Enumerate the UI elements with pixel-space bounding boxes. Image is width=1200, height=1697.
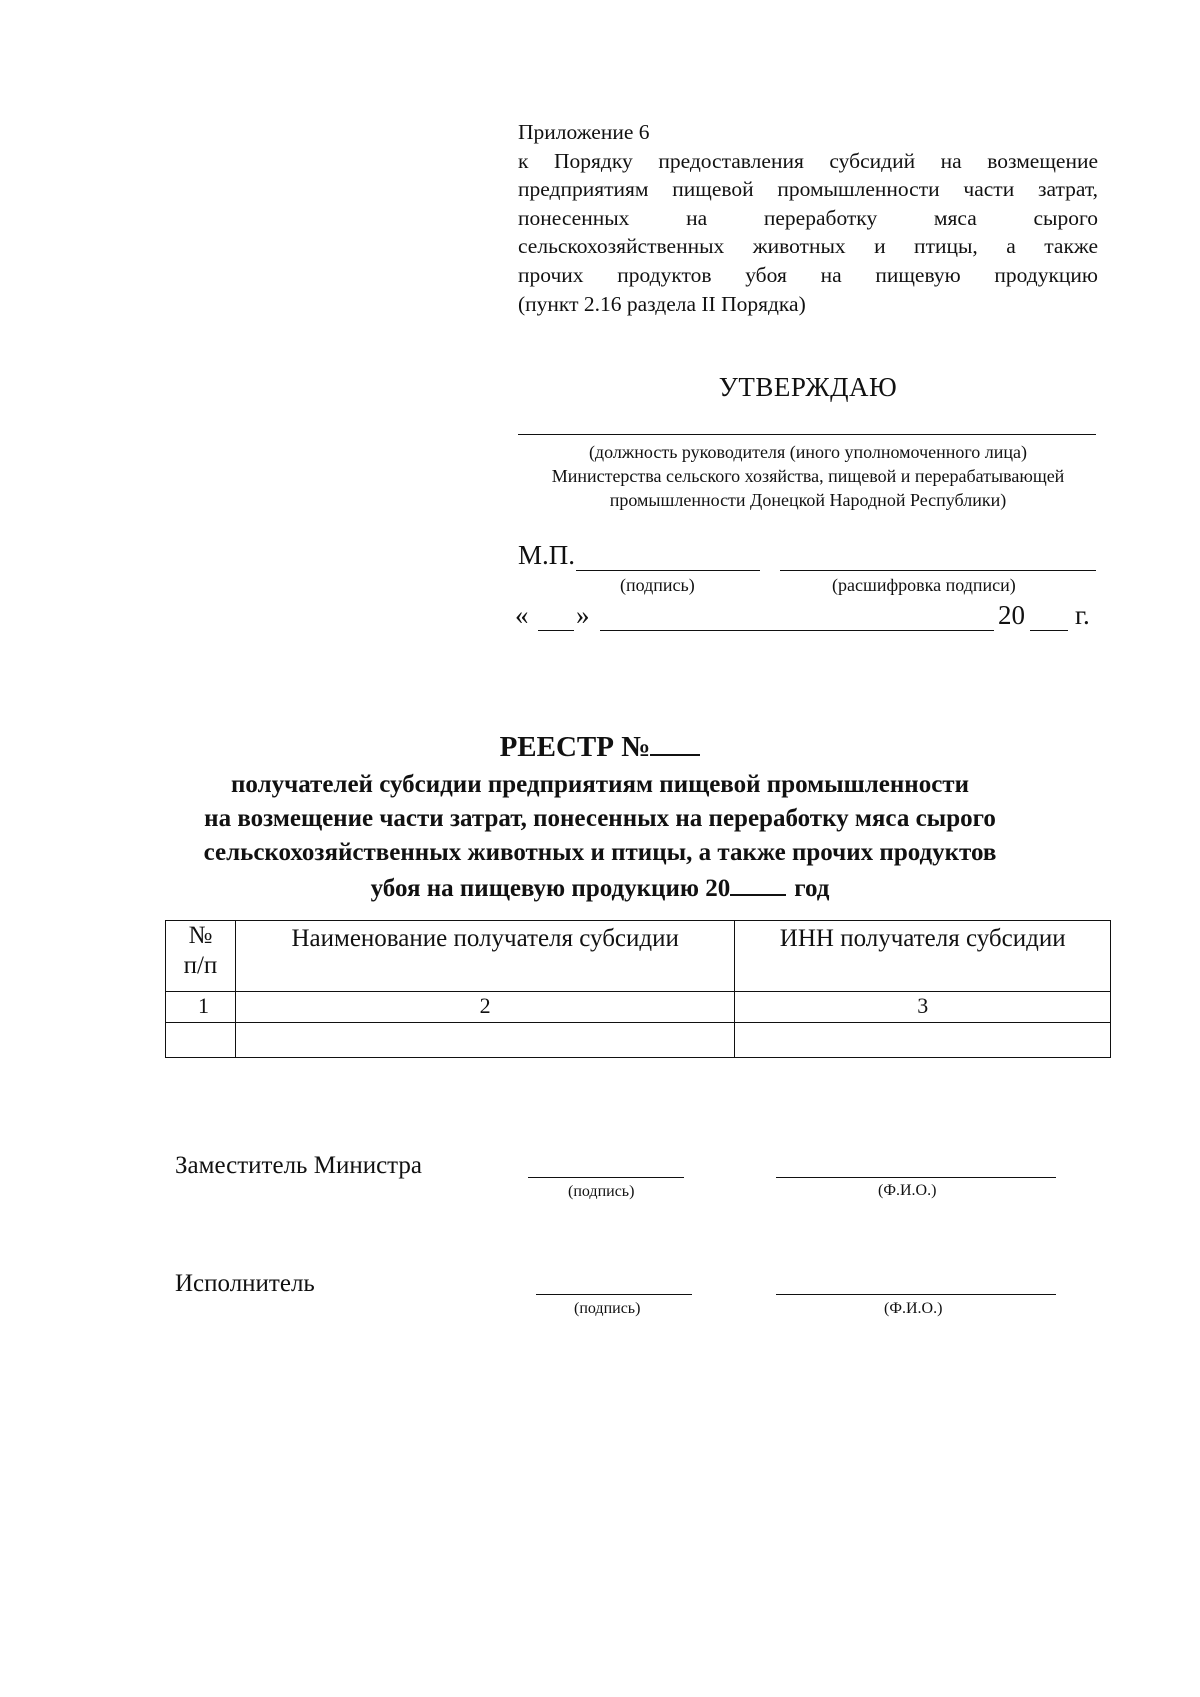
stamp-label: М.П.: [518, 540, 576, 570]
col-number: 2: [235, 992, 734, 1023]
registry-title: РЕЕСТР №: [499, 731, 651, 763]
table-cell[interactable]: [166, 1023, 236, 1058]
appendix-line: прочих продуктов убоя на пищевую продукцию: [518, 262, 1098, 287]
registry-table: [165, 920, 1111, 1058]
header-inn: ИНН получателя субсидии: [735, 921, 1111, 992]
table-header-row: [166, 921, 1111, 992]
date-line: [515, 600, 529, 631]
executor-signature-line: [536, 1294, 692, 1295]
registry-year-suffix: год: [794, 875, 830, 902]
registry-number-line: [650, 728, 700, 756]
position-caption-line: Министерства сельского хозяйства, пищевой и перерабатывающей: [551, 466, 1065, 486]
registry-subtitle-line: сельскохозяйственных животных и птицы, а также прочих продуктов: [203, 839, 997, 866]
month-line: [600, 630, 994, 631]
signature-line: [576, 570, 760, 571]
year-suffix: г.: [1075, 600, 1090, 630]
header-name: Наименование получателя субсидии: [235, 921, 734, 992]
header-number-line2: п/п: [183, 952, 218, 979]
deputy-signature-line: [528, 1177, 684, 1178]
registry-subtitle-line: получателей субсидии предприятиям пищевой промышленности: [231, 771, 969, 798]
deputy-minister-label: Заместитель Министра: [175, 1152, 422, 1179]
executor-fio-line: [776, 1294, 1056, 1295]
col-number: 1: [166, 992, 236, 1023]
appendix-last-line: (пункт 2.16 раздела II Порядка): [518, 291, 806, 316]
registry-year-prefix: убоя на пищевую продукцию 20: [370, 875, 731, 902]
quote-open: «: [515, 600, 529, 630]
registry-heading: [120, 728, 1080, 906]
signature-caption: (подпись): [620, 575, 695, 595]
col-number: 3: [735, 992, 1111, 1023]
table-cell[interactable]: [735, 1023, 1111, 1058]
header-number: [166, 921, 236, 992]
quote-close: »: [576, 600, 590, 630]
table-cell[interactable]: [235, 1023, 734, 1058]
appendix-line: понесенных на переработку мяса сырого: [518, 205, 1098, 230]
table-numbering-row: [166, 992, 1111, 1023]
position-line: [518, 434, 1096, 435]
deputy-fio-caption: (Ф.И.О.): [878, 1182, 937, 1199]
registry-year-line: [730, 870, 786, 896]
header-number-line1: №: [188, 922, 213, 949]
decoding-line: [780, 570, 1096, 571]
registry-subtitle-line: на возмещение части затрат, понесенных на переработку мяса сырого: [204, 805, 996, 832]
appendix-line: сельскохозяйственных животных и птицы, а также: [518, 234, 1098, 259]
year-prefix: 20: [998, 600, 1025, 630]
deputy-signature-caption: (подпись): [568, 1183, 635, 1200]
registry-subtitle-last: [120, 870, 1080, 906]
position-caption-line: (должность руководителя (иного уполномоченного лица): [588, 442, 1028, 462]
deputy-fio-line: [776, 1177, 1056, 1178]
day-line: [538, 630, 574, 631]
appendix-block: [518, 118, 1098, 318]
appendix-line: к Порядку предоставления субсидий на возмещение: [518, 148, 1098, 173]
appendix-line: предприятиям пищевой промышленности части затрат,: [518, 177, 1098, 202]
position-caption: [518, 440, 1098, 512]
table-row: [166, 1023, 1111, 1058]
registry-title-row: [120, 728, 1080, 764]
year-line: [1030, 630, 1068, 631]
approval-title: УТВЕРЖДАЮ: [718, 372, 898, 402]
appendix-title: Приложение 6: [518, 120, 650, 144]
executor-fio-caption: (Ф.И.О.): [884, 1300, 943, 1317]
executor-label: Исполнитель: [175, 1270, 315, 1297]
decoding-caption: (расшифровка подписи): [832, 575, 1016, 595]
executor-signature-caption: (подпись): [574, 1300, 641, 1317]
position-caption-line: промышленности Донецкой Народной Республики): [609, 490, 1007, 510]
